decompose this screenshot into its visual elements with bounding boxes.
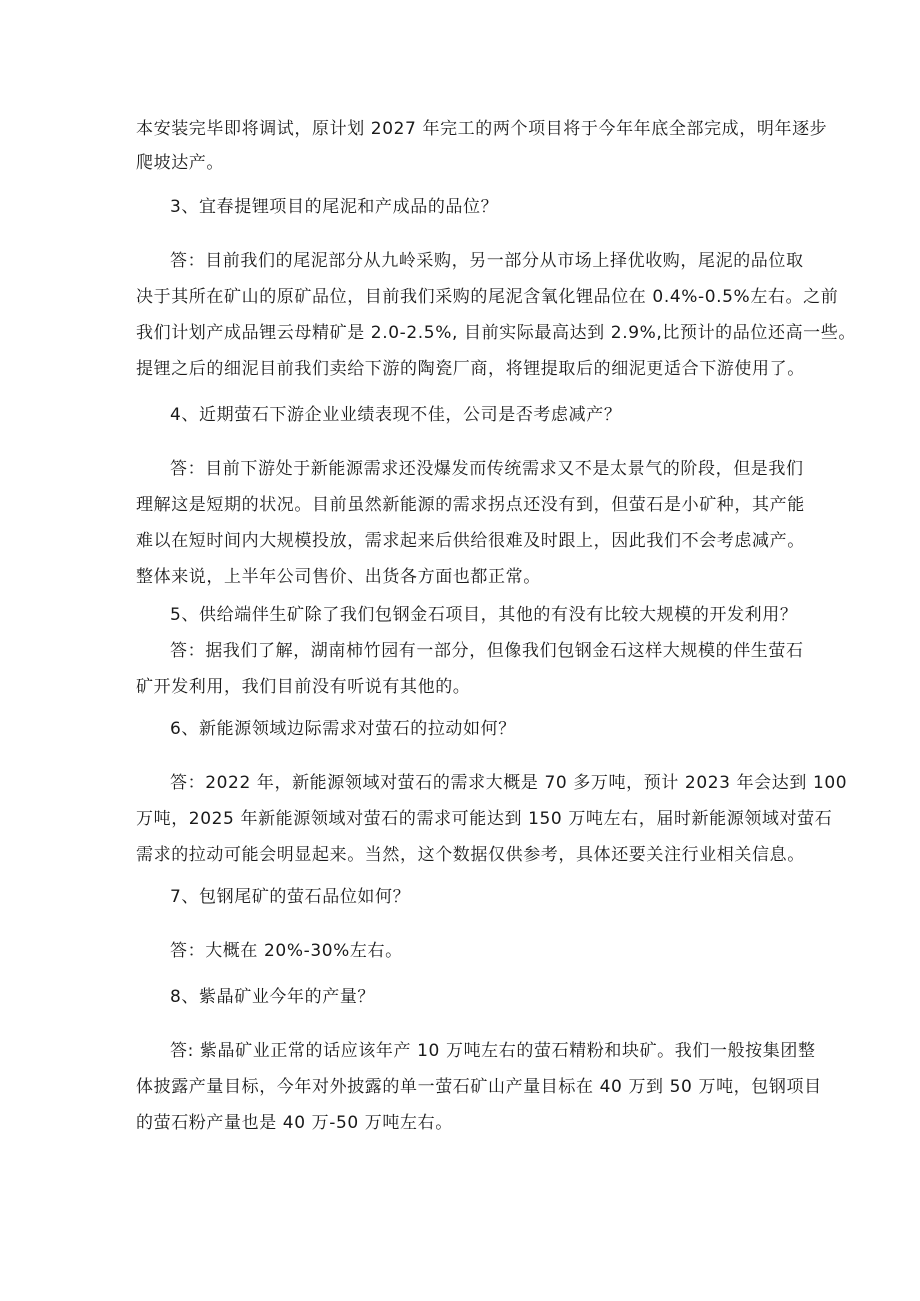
text-line: 本安装完毕即将调试，原计划 2027 年完工的两个项目将于今年年底全部完成，明年逐步 xyxy=(136,119,828,139)
text-line: 万吨，2025 年新能源领域对萤石的需求可能达到 150 万吨左右，届时新能源领域对萤石 xyxy=(136,809,833,829)
text-line: 体披露产量目标，今年对外披露的单一萤石矿山产量目标在 40 万到 50 万吨，包钢项目 xyxy=(136,1077,822,1097)
text-line: 答：2022 年，新能源领域对萤石的需求大概是 70 多万吨，预计 2023 年会达到 100 xyxy=(170,773,848,793)
text-line: 矿开发利用，我们目前没有听说有其他的。 xyxy=(136,677,471,697)
text-line: 答：目前下游处于新能源需求还没爆发而传统需求又不是太景气的阶段，但是我们 xyxy=(170,459,804,479)
question-text: 8、紫晶矿业今年的产量？ xyxy=(170,987,376,1007)
question-text: 7、包钢尾矿的萤石品位如何？ xyxy=(170,887,411,907)
text-line: 难以在短时间内大规模投放，需求起来后供给很难及时跟上，因此我们不会考虑减产。 xyxy=(136,531,805,551)
text-line: 答：大概在 20%-30%左右。 xyxy=(170,941,403,961)
text-line: 决于其所在矿山的原矿品位，目前我们采购的尾泥含氧化锂品位在 0.4%-0.5%左右。之前 xyxy=(136,287,839,307)
text-line: 需求的拉动可能会明显起来。当然，这个数据仅供参考，具体还要关注行业相关信息。 xyxy=(136,845,805,865)
question-text: 5、供给端伴生矿除了我们包钢金石项目，其他的有没有比较大规模的开发利用？ xyxy=(170,605,798,625)
question-text: 4、近期萤石下游企业业绩表现不佳，公司是否考虑减产？ xyxy=(170,405,622,425)
text-line: 爬坡达产。 xyxy=(136,153,224,173)
text-line: 提锂之后的细泥目前我们卖给下游的陶瓷厂商，将锂提取后的细泥更适合下游使用了。 xyxy=(136,359,805,379)
text-line: 答：据我们了解，湖南柿竹园有一部分，但像我们包钢金石这样大规模的伴生萤石 xyxy=(170,641,804,661)
question-text: 3、宜春提锂项目的尾泥和产成品的品位？ xyxy=(170,197,499,217)
text-line: 答: 紫晶矿业正常的话应该年产 10 万吨左右的萤石精粉和块矿。我们一般按集团整 xyxy=(170,1041,816,1061)
text-line: 的萤石粉产量也是 40 万-50 万吨左右。 xyxy=(136,1113,453,1133)
text-line: 答：目前我们的尾泥部分从九岭采购，另一部分从市场上择优收购，尾泥的品位取 xyxy=(170,251,804,271)
text-line: 我们计划产成品锂云母精矿是 2.0-2.5%, 目前实际最高达到 2.9%,比预计的品位还高一些。 xyxy=(136,323,856,343)
question-text: 6、新能源领域边际需求对萤石的拉动如何？ xyxy=(170,719,516,739)
text-line: 整体来说，上半年公司售价、出货各方面也都正常。 xyxy=(136,567,541,587)
text-line: 理解这是短期的状况。目前虽然新能源的需求拐点还没有到，但萤石是小矿种，其产能 xyxy=(136,495,805,515)
